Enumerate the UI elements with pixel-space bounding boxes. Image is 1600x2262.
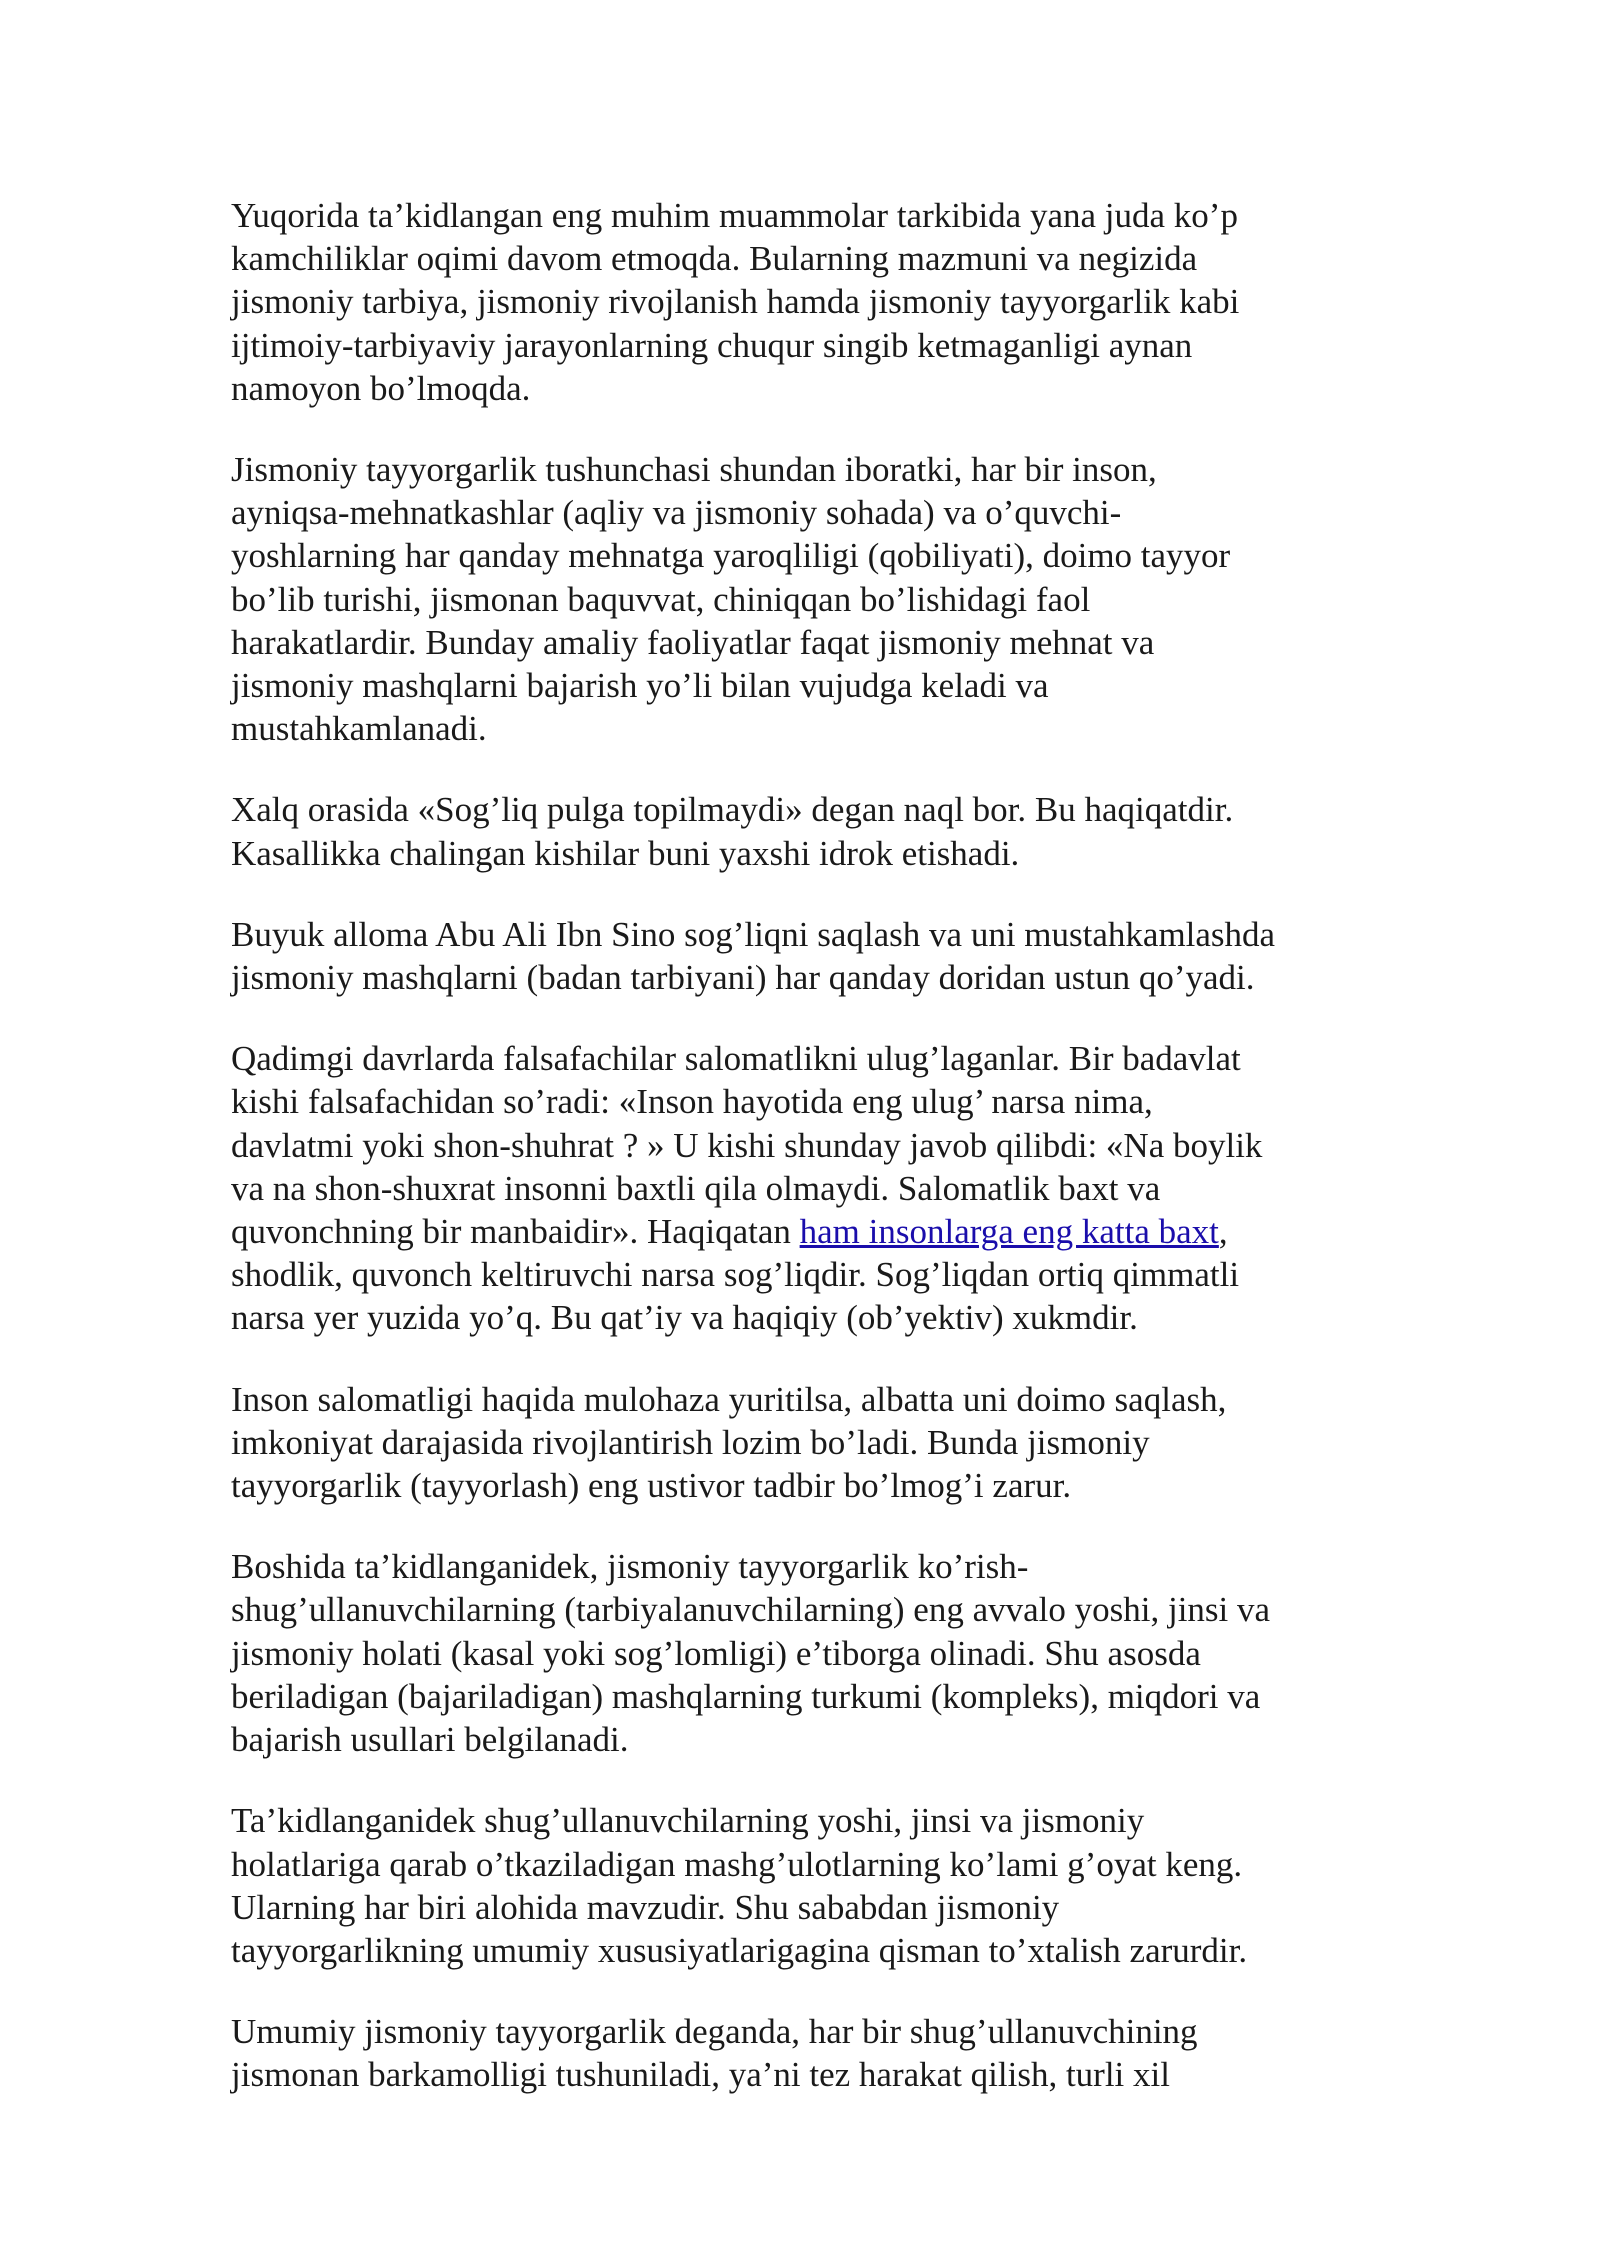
text-line: kishi falsafachidan so’radi: «Inson hayotida eng ulug’ narsa nima,	[231, 1082, 1153, 1122]
text-line: imkoniyat darajasida rivojlantirish lozim bo’ladi. Bunda jismoniy	[231, 1422, 1150, 1462]
text-line: mustahkamlanadi.	[231, 709, 487, 749]
text-line: Inson salomatligi haqida mulohaza yuritilsa, albatta uni doimo saqlash,	[231, 1379, 1227, 1419]
paragraph-7	[231, 1545, 1381, 1761]
hyperlink[interactable]: ham insonlarga eng katta baxt	[799, 1212, 1219, 1252]
text-line: Umumiy jismoniy tayyorgarlik deganda, har bir shug’ullanuvchining	[231, 2012, 1198, 2052]
text-line: yoshlarning har qanday mehnatga yaroqliligi (qobiliyati), doimo tayyor	[231, 536, 1231, 576]
text-line: Yuqorida ta’kidlangan eng muhim muammolar tarkibida yana juda ko’p	[231, 196, 1238, 235]
text-line: Ularning har biri alohida mavzudir. Shu sababdan jismoniy	[231, 1887, 1060, 1927]
text-line: Xalq orasida «Sog’liq pulga topilmaydi» degan naql bor. Bu haqiqatdir.	[231, 790, 1234, 830]
text-line: jismoniy holati (kasal yoki sog’lomligi) e’tiborga olinadi. Shu asosda	[231, 1633, 1201, 1673]
text-line: beriladigan (bajariladigan) mashqlarning turkumi (kompleks), miqdori va	[231, 1676, 1261, 1716]
text-line: namoyon bo’lmoqda.	[231, 368, 531, 408]
text-line: bo’lib turishi, jismonan baquvvat, chiniqqan bo’lishidagi faol	[231, 579, 1091, 619]
text-line: tayyorgarlik (tayyorlash) eng ustivor tadbir bo’lmog’i zarur.	[231, 1466, 1072, 1506]
text-line: Ta’kidlanganidek shug’ullanuvchilarning yoshi, jinsi va jismoniy	[231, 1801, 1145, 1841]
text-line: shodlik, quvonch keltiruvchi narsa sog’liqdir. Sog’liqdan ortiq qimmatli	[231, 1255, 1240, 1295]
text-line: harakatlardir. Bunday amaliy faoliyatlar faqat jismoniy mehnat va	[231, 622, 1155, 662]
text-line: narsa yer yuzida yo’q. Bu qat’iy va haqiqiy (ob’yektiv) xukmdir.	[231, 1298, 1138, 1338]
text-line: bajarish usullari belgilanadi.	[231, 1720, 629, 1760]
text-line: Kasallikka chalingan kishilar buni yaxshi idrok etishadi.	[231, 833, 1020, 873]
text-line: shug’ullanuvchilarning (tarbiyalanuvchilarning) eng avvalo yoshi, jinsi va	[231, 1590, 1271, 1630]
text-line: davlatmi yoki shon-shuhrat ? » U kishi shunday javob qilibdi: «Na boylik	[231, 1125, 1263, 1165]
paragraph-5	[231, 1037, 1381, 1339]
text-line: Boshida ta’kidlanganidek, jismoniy tayyorgarlik ko’rish-	[231, 1547, 1029, 1587]
paragraph-8	[231, 1799, 1381, 1972]
text-line: tayyorgarlikning umumiy xususiyatlarigagina qisman to’xtalish zarurdir.	[231, 1930, 1248, 1970]
text-line: jismoniy mashqlarni (badan tarbiyani) har qanday doridan ustun qo’yadi.	[231, 958, 1255, 998]
paragraph-4	[231, 913, 1381, 999]
paragraph-6	[231, 1378, 1381, 1508]
text-line: holatlariga qarab o’tkaziladigan mashg’ulotlarning ko’lami g’oyat keng.	[231, 1844, 1243, 1884]
text-line: jismoniy mashqlarni bajarish yo’li bilan vujudga keladi va	[231, 666, 1049, 706]
link-prefix-text: quvonchning bir manbaidir». Haqiqatan	[231, 1212, 800, 1252]
paragraph-2	[231, 448, 1381, 750]
text-line-with-link	[231, 1210, 1381, 1253]
link-suffix-text: ,	[1218, 1212, 1228, 1252]
text-line: Buyuk alloma Abu Ali Ibn Sino sog’liqni saqlash va uni mustahkamlashda	[231, 914, 1276, 954]
paragraph-3	[231, 788, 1381, 874]
text-line: jismonan barkamolligi tushuniladi, ya’ni tez harakat qilish, turli xil	[231, 2055, 1170, 2095]
text-line: va na shon-shuxrat insonni baxtli qila olmaydi. Salomatlik baxt va	[231, 1168, 1161, 1208]
document-body	[231, 194, 1381, 2135]
text-line: ijtimoiy-tarbiyaviy jarayonlarning chuqur singib ketmaganligi aynan	[231, 325, 1193, 365]
text-line: jismoniy tarbiya, jismoniy rivojlanish hamda jismoniy tayyorgarlik kabi	[231, 282, 1240, 322]
text-line: Qadimgi davrlarda falsafachilar salomatlikni ulug’laganlar. Bir badavlat	[231, 1039, 1241, 1079]
text-line: Jismoniy tayyorgarlik tushunchasi shundan iboratki, har bir inson,	[231, 450, 1157, 490]
paragraph-1	[231, 194, 1381, 410]
text-line: ayniqsa-mehnatkashlar (aqliy va jismoniy sohada) va o’quvchi-	[231, 493, 1122, 533]
text-line: kamchiliklar oqimi davom etmoqda. Bularning mazmuni va negizida	[231, 239, 1198, 279]
paragraph-9	[231, 2010, 1381, 2096]
